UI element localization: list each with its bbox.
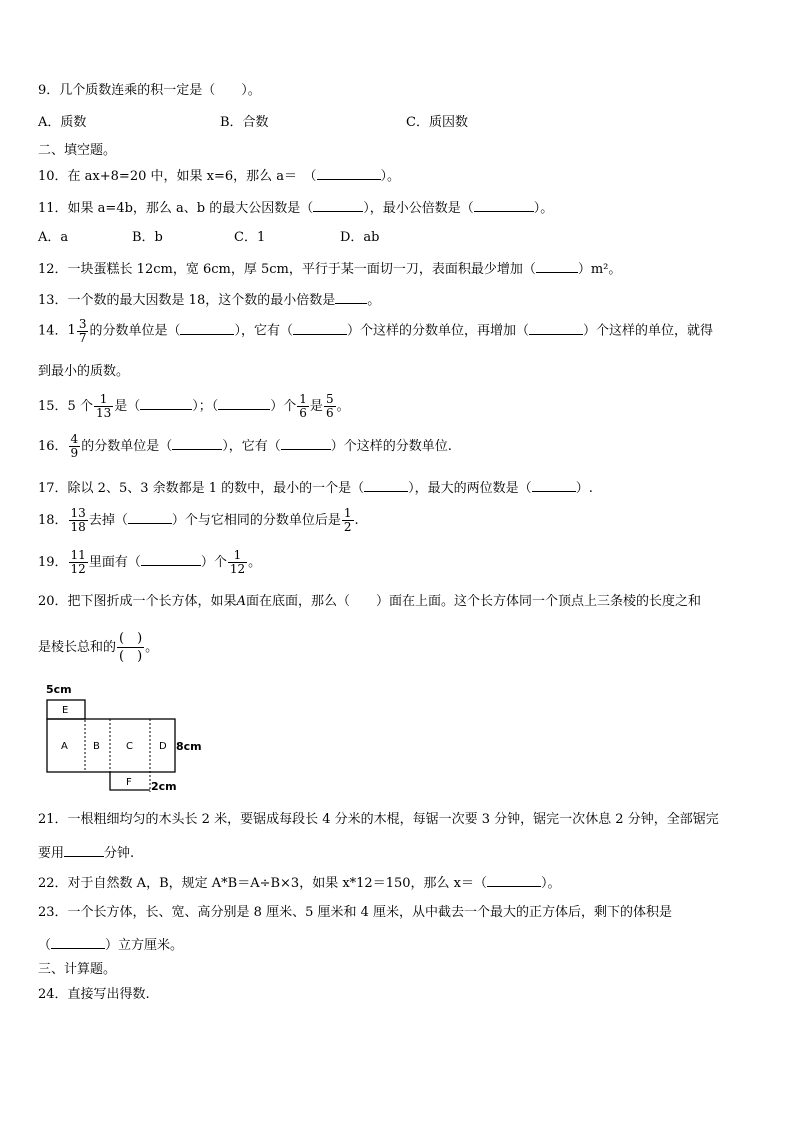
question-text: ）个这样的分数单位. — [330, 439, 452, 454]
fraction — [94, 393, 113, 420]
denominator: 12 — [229, 562, 246, 576]
answer-blank[interactable] — [293, 322, 347, 335]
variable: A — [236, 594, 246, 609]
option-a: A．质数 — [38, 115, 87, 130]
question-text: 一块蛋糕长 12cm，宽 6cm，厚 5cm，平行于某一面切一刀，表面积最少增加（ — [67, 262, 536, 277]
question-number: 22． — [38, 876, 68, 891]
question-9-options — [38, 115, 468, 131]
question-number: 14． — [38, 323, 68, 339]
numerator: 11 — [70, 548, 86, 562]
question-text: 要用 — [38, 846, 65, 861]
denominator: 18 — [70, 520, 86, 534]
question-text: ）. — [575, 481, 593, 496]
question-text: ）个这样的单位，就得 — [583, 323, 714, 339]
option-a: A．a — [38, 230, 69, 245]
question-23 — [38, 905, 672, 921]
numerator: 4 — [70, 432, 79, 446]
answer-blank[interactable] — [51, 936, 105, 949]
answer-blank[interactable] — [140, 397, 192, 410]
question-text: ）个与它相同的分数单位后是 — [171, 513, 341, 528]
numerator: 1 — [343, 506, 352, 520]
question-text: 5 个 — [67, 399, 93, 414]
question-number: 17． — [38, 481, 68, 496]
denominator: 6 — [325, 406, 334, 420]
numerator: 5 — [325, 392, 334, 406]
answer-blank[interactable] — [218, 397, 270, 410]
answer-blank[interactable] — [64, 844, 104, 857]
numerator: 1 — [228, 549, 247, 563]
question-number: 9． — [38, 83, 60, 98]
answer-blank[interactable] — [313, 199, 363, 212]
fraction — [117, 630, 144, 665]
question-number: 20． — [38, 594, 68, 609]
face-label-f: F — [126, 777, 132, 788]
question-text: ）；（ — [192, 399, 219, 414]
answer-blank[interactable] — [536, 260, 578, 273]
question-text: ）个 — [200, 555, 227, 570]
question-text: ）。 — [540, 876, 561, 891]
question-20 — [38, 594, 701, 610]
dimension-label-bottom: 2cm — [151, 780, 177, 792]
question-text: 。 — [145, 640, 159, 655]
question-number: 15． — [38, 399, 68, 414]
question-text: 是棱长总和的 — [38, 640, 117, 655]
question-text: ）立方厘米。 — [105, 938, 184, 953]
answer-blank[interactable] — [172, 437, 222, 450]
question-19 — [38, 548, 261, 578]
denominator: 9 — [70, 446, 79, 460]
option-c: C．质因数 — [406, 115, 468, 130]
question-13 — [38, 291, 380, 309]
answer-blank[interactable] — [335, 291, 367, 304]
question-number: 24． — [38, 987, 68, 1002]
fraction — [69, 433, 81, 460]
numerator: ( ) — [119, 631, 143, 646]
question-text: 是（ — [114, 399, 141, 414]
answer-blank[interactable] — [474, 199, 534, 212]
answer-blank[interactable] — [281, 437, 331, 450]
option-d: D．ab — [340, 230, 380, 245]
face-label-d: D — [159, 741, 167, 752]
question-text: ），最大的两位数是（ — [408, 481, 532, 496]
question-number: 10． — [38, 169, 68, 184]
question-21-continued — [38, 844, 134, 862]
question-text: 直接写出得数. — [67, 987, 150, 1002]
question-text: 里面有（ — [88, 555, 141, 570]
question-text: 如果 a=4b，那么 a、b 的最大公因数是（ — [67, 201, 314, 216]
section-heading-calculation: 三、计算题。 — [38, 962, 117, 977]
question-text: ）个 — [270, 399, 297, 414]
question-text: 。 — [336, 399, 350, 414]
option-b: B．b — [132, 230, 163, 245]
numerator: 1 — [94, 393, 113, 407]
question-number: 12． — [38, 262, 68, 277]
question-text: ），最小公倍数是（ — [363, 201, 474, 216]
answer-blank[interactable] — [487, 874, 541, 887]
denominator: 12 — [70, 562, 86, 576]
question-text: 一根粗细均匀的木头长 2 米，要锯成每段长 4 分米的木棍，每锯一次要 3 分钟，锯完一次休息 2 分钟，全部锯完 — [67, 812, 719, 827]
question-text: 分钟. — [104, 846, 135, 861]
question-number: 16． — [38, 439, 68, 454]
question-17 — [38, 479, 593, 497]
question-18 — [38, 506, 359, 536]
question-text: （ — [38, 938, 52, 953]
denominator: 6 — [299, 406, 307, 420]
question-text: 。 — [367, 293, 381, 308]
question-number: 18． — [38, 513, 68, 528]
numerator: 3 — [78, 316, 87, 331]
question-text: 面在底面，那么（ ）面在上面。这个长方体同一个顶点上三条棱的长度之和 — [245, 594, 701, 609]
question-text: ），它有（ — [222, 439, 281, 454]
question-text: ），它有（ — [234, 323, 293, 339]
fraction — [228, 549, 247, 576]
question-text: 把下图折成一个长方体，如果 — [67, 594, 237, 609]
answer-blank[interactable] — [180, 322, 234, 335]
question-23-continued — [38, 936, 183, 954]
question-text: 除以 2、5、3 余数都是 1 的数中，最小的一个是（ — [67, 481, 365, 496]
mixed-number-integer: 1 — [67, 323, 76, 338]
question-22 — [38, 874, 561, 892]
fraction — [69, 507, 88, 534]
question-number: 13． — [38, 293, 68, 308]
question-24 — [38, 987, 150, 1003]
face-label-e: E — [62, 705, 69, 716]
answer-blank[interactable] — [141, 553, 201, 566]
question-text: 对于自然数 A，B，规定 A*B＝A÷B×3，如果 x*12＝150，那么 x＝（ — [67, 876, 487, 891]
question-15 — [38, 392, 350, 422]
answer-blank[interactable] — [529, 322, 583, 335]
answer-blank[interactable] — [532, 479, 576, 492]
face-label-b: B — [93, 741, 100, 752]
denominator: 13 — [95, 406, 112, 420]
question-text: 。 — [248, 555, 262, 570]
question-text: . — [354, 513, 359, 528]
fraction — [297, 393, 309, 420]
question-number: 21． — [38, 812, 68, 827]
question-text: 几个质数连乘的积一定是（ ）。 — [59, 83, 261, 98]
dimension-label-top: 5cm — [46, 683, 72, 696]
denominator: 2 — [343, 520, 352, 534]
question-text: 一个长方体，长、宽、高分别是 8 厘米、5 厘米和 4 厘米，从中截去一个最大的正方体后，剩下的体积是 — [67, 905, 673, 920]
dimension-label-right: 8cm — [176, 740, 202, 753]
answer-blank[interactable] — [128, 511, 172, 524]
answer-blank[interactable] — [364, 479, 408, 492]
fraction — [342, 507, 354, 534]
question-number: 11． — [38, 201, 68, 216]
question-number: 23． — [38, 905, 68, 920]
question-10 — [38, 167, 400, 185]
denominator: 7 — [78, 330, 87, 345]
denominator: ( ) — [119, 649, 143, 664]
face-label-a: A — [61, 741, 68, 752]
numerator: 1 — [299, 392, 307, 406]
question-text: 的分数单位是（ — [81, 439, 173, 454]
fraction — [69, 549, 88, 576]
question-text: ）。 — [380, 169, 401, 184]
question-text: ）m²。 — [577, 262, 622, 277]
face-label-c: C — [126, 741, 133, 752]
question-14-continued: 到最小的质数。 — [38, 364, 130, 379]
question-text: ）。 — [533, 201, 554, 216]
numerator: 13 — [70, 506, 86, 520]
question-9 — [38, 83, 261, 99]
question-20-continued — [38, 628, 158, 668]
option-b: B．合数 — [220, 115, 269, 130]
question-text: 的分数单位是（ — [89, 323, 181, 339]
fraction — [324, 393, 336, 420]
question-text: ）个这样的分数单位，再增加（ — [347, 323, 530, 339]
question-number: 19． — [38, 555, 68, 570]
question-16 — [38, 432, 452, 462]
question-text: 去掉（ — [88, 513, 128, 528]
fraction — [77, 318, 89, 345]
question-text: 在 ax+8=20 中，如果 x=6，那么 a＝ （ — [67, 169, 317, 184]
question-text: 是 — [309, 399, 323, 414]
answer-blank[interactable] — [317, 167, 381, 180]
question-11 — [38, 199, 553, 217]
option-c: C．1 — [234, 230, 266, 245]
box-net-figure — [40, 682, 240, 792]
question-11-options — [38, 230, 380, 246]
question-21 — [38, 812, 719, 828]
section-heading-fill-blank: 二、填空题。 — [38, 143, 117, 158]
question-12 — [38, 260, 621, 278]
question-text: 一个数的最大因数是 18，这个数的最小倍数是 — [67, 293, 336, 308]
question-14 — [38, 316, 713, 347]
